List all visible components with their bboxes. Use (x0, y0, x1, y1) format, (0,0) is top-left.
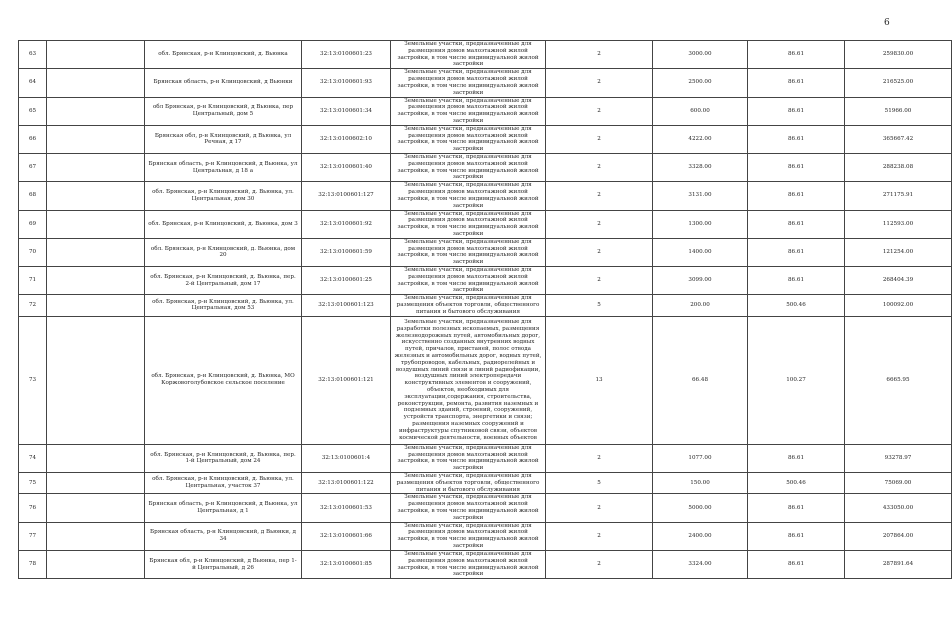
blank-cell (47, 210, 145, 238)
address-cell: обл. Брянская, р-н Клинцовский, д. Вьюнка, ул. Центральная, дом 53 (145, 295, 302, 316)
address-cell: обл. Брянская, р-н Клинцовский, д. Вьюнка (145, 41, 302, 69)
cadastral-number-cell: 32:13:0100601:92 (302, 210, 391, 238)
area-cell: 2500.00 (653, 69, 748, 97)
cadastral-number-cell: 32:13:0100601:23 (302, 41, 391, 69)
category-cell: 5 (546, 295, 653, 316)
area-cell: 1077.00 (653, 444, 748, 472)
unit-price-cell: 86.61 (748, 97, 845, 125)
row-number-cell: 67 (19, 154, 47, 182)
row-number-cell: 73 (19, 316, 47, 444)
address-cell: Брянская область, р-н Клинцовский, д Вьюнка, ул Центральная, д 18 а (145, 154, 302, 182)
cadastral-number-cell: 32:13:0100601:66 (302, 522, 391, 550)
blank-cell (47, 41, 145, 69)
cadastral-number-cell: 32:13:0100601:127 (302, 182, 391, 210)
land-use-cell: Земельные участки, предназначенные для размещения домов малоэтажной жилой застройки, в том числе индивидуальной жилой застройки (391, 69, 546, 97)
category-cell: 2 (546, 41, 653, 69)
cadastral-value-cell: 433050.00 (845, 494, 952, 522)
blank-cell (47, 444, 145, 472)
unit-price-cell: 500.46 (748, 472, 845, 493)
table-row (19, 550, 952, 578)
area-cell: 600.00 (653, 97, 748, 125)
cadastral-value-cell: 365667.42 (845, 125, 952, 153)
table-row (19, 97, 952, 125)
cadastral-value-cell: 216525.00 (845, 69, 952, 97)
blank-cell (47, 494, 145, 522)
area-cell: 5000.00 (653, 494, 748, 522)
blank-cell (47, 316, 145, 444)
area-cell: 3328.00 (653, 154, 748, 182)
row-number-cell: 71 (19, 267, 47, 295)
land-use-cell: Земельные участки, предназначенные для разработки полезных ископаемых, размещения железнодорожных путей, автомобильных дорог, искусственно созданных внутренних водных путей, причалов, пристаней, полос отвода железных и автомобильных дорог, водных путей, трубопроводов, кабельных, радиорелейных и воздушных линий связи и линий радиофикации, воздушных линий электропередачи конструктивных элементов и сооружений, объектов, необходимых для эксплуатации,содержания, строительства, реконструкции, ремонта, развития наземных и подземных зданий, строений, сооружений, устройств транспорта, энергетики и связи; размещения наземных сооружений и инфраструктуры спутниковой связи, объектов космической деятельности, военных объектов (391, 316, 546, 444)
land-use-cell: Земельные участки, предназначенные для размещения домов малоэтажной жилой застройки, в том числе индивидуальной жилой застройки (391, 97, 546, 125)
category-cell: 2 (546, 494, 653, 522)
land-use-cell: Земельные участки, предназначенные для размещения домов малоэтажной жилой застройки, в том числе индивидуальной жилой застройки (391, 182, 546, 210)
address-cell: Брянская область, р-н Клинцовский, д Вьюнки (145, 69, 302, 97)
cadastral-value-cell: 121254.00 (845, 238, 952, 266)
land-use-cell: Земельные участки, предназначенные для размещения домов малоэтажной жилой застройки, в том числе индивидуальной жилой застройки (391, 154, 546, 182)
area-cell: 3131.00 (653, 182, 748, 210)
blank-cell (47, 154, 145, 182)
cadastral-value-cell: 100092.00 (845, 295, 952, 316)
address-cell: обл. Брянская, р-н Клинцовский, д. Вьюнка, ул. Центральная, дом 30 (145, 182, 302, 210)
cadastral-number-cell: 32:13:0100601:93 (302, 69, 391, 97)
area-cell: 2400.00 (653, 522, 748, 550)
land-use-cell: Земельные участки, предназначенные для размещения домов малоэтажной жилой застройки, в том числе индивидуальной жилой застройки (391, 267, 546, 295)
address-cell: обл. Брянская, р-н Клинцовский, д. Вьюнка, МО Коржовоголубовское сельское поселение (145, 316, 302, 444)
blank-cell (47, 267, 145, 295)
land-use-cell: Земельные участки, предназначенные для размещения домов малоэтажной жилой застройки, в том числе индивидуальной жилой застройки (391, 522, 546, 550)
table-row (19, 316, 952, 444)
blank-cell (47, 97, 145, 125)
table-body (19, 41, 952, 579)
page-number: 6 (884, 18, 890, 28)
unit-price-cell: 86.61 (748, 154, 845, 182)
area-cell: 150.00 (653, 472, 748, 493)
table-row (19, 494, 952, 522)
cadastral-number-cell: 32:13:0100601:40 (302, 154, 391, 182)
cadastral-value-cell: 287891.64 (845, 550, 952, 578)
unit-price-cell: 100.27 (748, 316, 845, 444)
category-cell: 5 (546, 472, 653, 493)
land-use-cell: Земельные участки, предназначенные для размещения домов малоэтажной жилой застройки, в том числе индивидуальной жилой застройки (391, 41, 546, 69)
area-cell: 1400.00 (653, 238, 748, 266)
land-use-cell: Земельные участки, предназначенные для размещения домов малоэтажной жилой застройки, в том числе индивидуальной жилой застройки (391, 238, 546, 266)
category-cell: 2 (546, 550, 653, 578)
table-row (19, 472, 952, 493)
row-number-cell: 76 (19, 494, 47, 522)
cadastral-number-cell: 32:13:0100601:53 (302, 494, 391, 522)
table-row (19, 444, 952, 472)
cadastral-value-cell: 271175.91 (845, 182, 952, 210)
unit-price-cell: 86.61 (748, 210, 845, 238)
category-cell: 2 (546, 97, 653, 125)
unit-price-cell: 86.61 (748, 444, 845, 472)
blank-cell (47, 182, 145, 210)
address-cell: обл. Брянская, р-н Клинцовский, д. Вьюнка, пер. 1-й Центральный, дом 24 (145, 444, 302, 472)
category-cell: 2 (546, 154, 653, 182)
table-row (19, 182, 952, 210)
address-cell: обл. Брянская, р-н Клинцовский, д. Вьюнка, ул. Центральная, участок 37 (145, 472, 302, 493)
category-cell: 2 (546, 267, 653, 295)
category-cell: 2 (546, 125, 653, 153)
cadastral-number-cell: 32:13:0100601:4 (302, 444, 391, 472)
cadastral-value-cell: 268404.39 (845, 267, 952, 295)
land-plots-table (18, 40, 952, 579)
cadastral-number-cell: 32:13:0100601:121 (302, 316, 391, 444)
table-row (19, 522, 952, 550)
area-cell: 4222.00 (653, 125, 748, 153)
unit-price-cell: 86.61 (748, 494, 845, 522)
cadastral-value-cell: 259830.00 (845, 41, 952, 69)
area-cell: 3000.00 (653, 41, 748, 69)
row-number-cell: 63 (19, 41, 47, 69)
address-cell: Брянская область, р-н Клинцовский, д Вьюнка, ул Центральная, д 1 (145, 494, 302, 522)
address-cell: обл. Брянская, р-н Клинцовский, д. Вьюнка, пер. 2-й Центральный, дом 17 (145, 267, 302, 295)
cadastral-number-cell: 32:13:0100602:10 (302, 125, 391, 153)
cadastral-number-cell: 32:13:0100601:123 (302, 295, 391, 316)
area-cell: 3099.00 (653, 267, 748, 295)
row-number-cell: 69 (19, 210, 47, 238)
blank-cell (47, 125, 145, 153)
cadastral-number-cell: 32:13:0100601:34 (302, 97, 391, 125)
category-cell: 2 (546, 522, 653, 550)
address-cell: Брянская область, р-н Клинцовский, д Вьюнки, д 34 (145, 522, 302, 550)
cadastral-number-cell: 32:13:0100601:59 (302, 238, 391, 266)
unit-price-cell: 86.61 (748, 267, 845, 295)
table-row (19, 125, 952, 153)
row-number-cell: 70 (19, 238, 47, 266)
unit-price-cell: 86.61 (748, 69, 845, 97)
address-cell: Брянская обл, р-н Клинцовский, д Вьюнка, пер 1-й Центральный, д 26 (145, 550, 302, 578)
unit-price-cell: 86.61 (748, 41, 845, 69)
category-cell: 2 (546, 210, 653, 238)
address-cell: Брянская обл, р-н Клинцовский, д Вьюнка, ул Речная, д 17 (145, 125, 302, 153)
category-cell: 2 (546, 238, 653, 266)
land-use-cell: Земельные участки, предназначенные для размещения объектов торговли, общественного питания и бытового обслуживания (391, 472, 546, 493)
cadastral-value-cell: 207864.00 (845, 522, 952, 550)
cadastral-value-cell: 93278.97 (845, 444, 952, 472)
address-cell: обл. Брянская, р-н Клинцовский, д. Вьюнка, дом 20 (145, 238, 302, 266)
cadastral-value-cell: 75069.00 (845, 472, 952, 493)
land-use-cell: Земельные участки, предназначенные для размещения домов малоэтажной жилой застройки, в том числе индивидуальной жилой застройки (391, 125, 546, 153)
row-number-cell: 72 (19, 295, 47, 316)
row-number-cell: 65 (19, 97, 47, 125)
blank-cell (47, 522, 145, 550)
cadastral-number-cell: 32:13:0100601:25 (302, 267, 391, 295)
land-use-cell: Земельные участки, предназначенные для размещения домов малоэтажной жилой застройки, в том числе индивидуальной жилой застройки (391, 550, 546, 578)
unit-price-cell: 86.61 (748, 550, 845, 578)
blank-cell (47, 472, 145, 493)
blank-cell (47, 295, 145, 316)
row-number-cell: 77 (19, 522, 47, 550)
unit-price-cell: 86.61 (748, 125, 845, 153)
table-row (19, 267, 952, 295)
land-use-cell: Земельные участки, предназначенные для размещения домов малоэтажной жилой застройки, в том числе индивидуальной жилой застройки (391, 444, 546, 472)
row-number-cell: 64 (19, 69, 47, 97)
row-number-cell: 78 (19, 550, 47, 578)
category-cell: 2 (546, 182, 653, 210)
table-row (19, 238, 952, 266)
category-cell: 2 (546, 444, 653, 472)
table-row (19, 69, 952, 97)
row-number-cell: 75 (19, 472, 47, 493)
land-use-cell: Земельные участки, предназначенные для размещения объектов торговли, общественного питания и бытового обслуживания (391, 295, 546, 316)
area-cell: 1300.00 (653, 210, 748, 238)
table-row (19, 41, 952, 69)
land-use-cell: Земельные участки, предназначенные для размещения домов малоэтажной жилой застройки, в том числе индивидуальной жилой застройки (391, 210, 546, 238)
row-number-cell: 68 (19, 182, 47, 210)
unit-price-cell: 500.46 (748, 295, 845, 316)
blank-cell (47, 550, 145, 578)
address-cell: обл. Брянская, р-н Клинцовский, д. Вьюнка, дом 3 (145, 210, 302, 238)
area-cell: 66.48 (653, 316, 748, 444)
cadastral-value-cell: 6665.95 (845, 316, 952, 444)
cadastral-value-cell: 112593.00 (845, 210, 952, 238)
unit-price-cell: 86.61 (748, 182, 845, 210)
row-number-cell: 74 (19, 444, 47, 472)
table-row (19, 154, 952, 182)
table-row (19, 210, 952, 238)
cadastral-number-cell: 32:13:0100601:85 (302, 550, 391, 578)
land-use-cell: Земельные участки, предназначенные для размещения домов малоэтажной жилой застройки, в том числе индивидуальной жилой застройки (391, 494, 546, 522)
area-cell: 3324.00 (653, 550, 748, 578)
category-cell: 13 (546, 316, 653, 444)
unit-price-cell: 86.61 (748, 522, 845, 550)
cadastral-value-cell: 288238.08 (845, 154, 952, 182)
cadastral-number-cell: 32:13:0100601:122 (302, 472, 391, 493)
category-cell: 2 (546, 69, 653, 97)
blank-cell (47, 69, 145, 97)
row-number-cell: 66 (19, 125, 47, 153)
unit-price-cell: 86.61 (748, 238, 845, 266)
blank-cell (47, 238, 145, 266)
address-cell: обл Брянская, р-н Клинцовский, д Вьюнка, пер Центральный, дом 5 (145, 97, 302, 125)
area-cell: 200.00 (653, 295, 748, 316)
table-row (19, 295, 952, 316)
cadastral-value-cell: 51966.00 (845, 97, 952, 125)
